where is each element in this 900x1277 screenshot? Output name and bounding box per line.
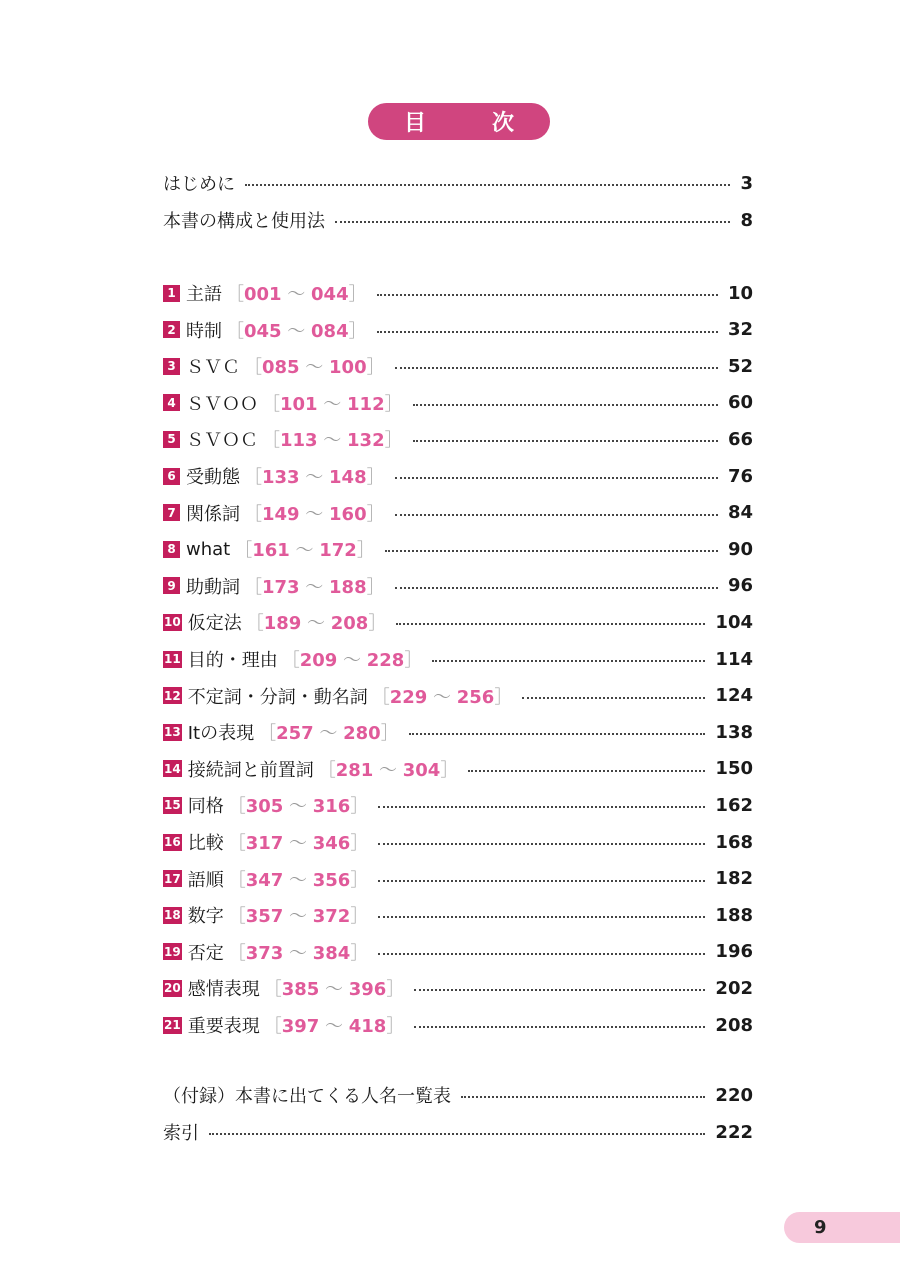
range-end: 228	[366, 650, 405, 671]
toc-entry-page: 60	[727, 392, 753, 414]
toc-entry-chapter[interactable]	[163, 790, 753, 820]
range-separator: ～	[319, 1016, 349, 1037]
range-separator: ～	[373, 759, 403, 781]
toc-entry-intro[interactable]	[163, 168, 753, 198]
range-open-bracket: ［	[227, 796, 246, 818]
chapter-title: 比較	[187, 833, 224, 854]
chapter-item-range	[228, 939, 369, 965]
toc-entry-page: 66	[727, 428, 753, 450]
range-end: 172	[319, 540, 357, 562]
toc-entry-label: （付録）本書に出てくる人名一覧表	[163, 1086, 451, 1107]
toc-entry-chapter[interactable]	[163, 461, 753, 491]
range-open-bracket: ［	[244, 576, 262, 598]
toc-entry-chapter[interactable]	[163, 973, 753, 1003]
dot-leader	[409, 733, 706, 735]
chapter-title: 仮定法	[187, 613, 242, 635]
range-end: 188	[329, 576, 367, 598]
dot-leader	[209, 1133, 705, 1135]
range-close-bracket: ］	[350, 796, 369, 818]
range-end: 356	[312, 869, 351, 891]
chapter-title: 助動詞	[186, 576, 240, 598]
range-close-bracket: ］	[440, 759, 459, 781]
toc-entry-page: 222	[715, 1121, 753, 1143]
toc-entry-chapter[interactable]	[163, 278, 753, 308]
range-close-bracket: ］	[368, 613, 387, 635]
toc-entry-page: 182	[715, 868, 753, 890]
toc-entry-page: 76	[727, 465, 753, 487]
range-separator: ～	[313, 723, 344, 745]
chapter-number-badge: 5	[163, 431, 180, 448]
chapter-title: 同格	[187, 796, 224, 818]
chapter-title: 感情表現	[187, 979, 260, 1001]
chapter-title: 受動態	[186, 467, 240, 488]
chapter-title: 目的・理由	[187, 650, 278, 671]
dot-leader	[461, 1096, 705, 1098]
dot-leader	[395, 587, 718, 589]
chapter-item-range	[282, 646, 423, 672]
range-separator: ～	[299, 503, 330, 525]
range-close-bracket: ］	[366, 503, 385, 525]
chapter-number-badge: 4	[163, 394, 180, 411]
range-start: 357	[245, 906, 284, 928]
range-end: 396	[348, 979, 387, 1001]
chapter-title: ＳＶＯＣ	[186, 430, 258, 452]
toc-entry-page: 96	[727, 575, 753, 597]
range-close-bracket: ］	[384, 393, 403, 415]
dot-leader	[378, 843, 705, 845]
page-number: 9	[784, 1212, 900, 1243]
range-separator: ～	[299, 576, 330, 598]
toc-entry-index[interactable]	[163, 1117, 753, 1147]
chapter-title: 接続詞と前置詞	[187, 759, 314, 781]
range-close-bracket: ］	[350, 833, 369, 854]
range-close-bracket: ］	[348, 284, 367, 305]
range-start: 385	[281, 979, 320, 1001]
chapter-item-range	[262, 390, 403, 416]
chapter-number-badge: 8	[163, 541, 180, 558]
range-start: 085	[262, 357, 300, 379]
range-end: 148	[329, 467, 367, 488]
chapter-number-badge: 21	[164, 1018, 181, 1032]
chapter-number-badge: 12	[164, 688, 181, 703]
chapter-title: 不定詞・分詞・動名詞	[187, 686, 368, 708]
chapter-title: 数字	[187, 906, 224, 928]
range-open-bracket: ［	[245, 613, 264, 635]
range-start: 397	[281, 1016, 320, 1037]
chapter-number-badge: 1	[163, 285, 180, 302]
range-open-bracket: ［	[227, 833, 246, 854]
toc-entry-page: 3	[740, 172, 753, 194]
toc-entry-chapter[interactable]	[163, 388, 753, 418]
range-separator: ～	[281, 284, 312, 305]
range-end: 384	[312, 942, 351, 964]
range-close-bracket: ］	[386, 979, 405, 1001]
toc-entry-page: 168	[715, 831, 753, 853]
range-separator: ～	[299, 357, 330, 379]
range-open-bracket: ［	[244, 357, 262, 379]
chapter-title: 重要表現	[187, 1016, 260, 1037]
range-open-bracket: ［	[263, 979, 282, 1001]
range-close-bracket: ］	[386, 1016, 405, 1037]
chapter-item-range	[228, 866, 369, 892]
range-start: 347	[245, 869, 284, 891]
range-open-bracket: ［	[226, 284, 244, 305]
range-start: 001	[244, 284, 282, 305]
toc-entry-page: 90	[727, 538, 753, 560]
chapter-item-range	[228, 902, 369, 928]
chapter-item-range	[226, 317, 367, 343]
chapter-item-range	[226, 280, 367, 306]
chapter-item-range	[264, 1012, 405, 1038]
range-close-bracket: ］	[366, 357, 385, 379]
toc-entry-chapter[interactable]	[163, 571, 753, 601]
toc-entry-page: 104	[715, 611, 753, 633]
chapter-item-range	[262, 426, 403, 452]
chapter-number-badge: 10	[164, 615, 181, 630]
chapter-title: 主語	[186, 284, 222, 305]
range-start: 317	[245, 833, 284, 854]
range-open-bracket: ［	[234, 540, 253, 562]
range-start: 281	[335, 759, 374, 781]
range-separator: ～	[281, 320, 312, 342]
chapter-item-range	[318, 756, 459, 782]
dot-leader	[414, 989, 705, 991]
range-end: 256	[456, 686, 495, 708]
toc-entry-appendix[interactable]	[163, 1080, 753, 1110]
range-start: 209	[299, 650, 338, 671]
range-end: 208	[330, 613, 369, 635]
chapter-title: ＳＶＯＯ	[186, 393, 258, 415]
range-close-bracket: ］	[366, 576, 385, 598]
toc-entry-chapter[interactable]	[163, 498, 753, 528]
chapter-number-badge: 6	[163, 468, 180, 485]
range-separator: ～	[299, 467, 330, 488]
dot-leader	[468, 770, 705, 772]
toc-entry-label: はじめに	[163, 174, 235, 195]
chapter-title: Itの表現	[187, 723, 255, 745]
dot-leader	[395, 477, 718, 479]
chapter-item-range	[234, 536, 375, 562]
range-close-bracket: ］	[380, 723, 399, 745]
range-open-bracket: ［	[263, 1016, 282, 1037]
range-separator: ～	[283, 906, 313, 928]
chapter-item-range	[244, 353, 385, 379]
toc-entry-page: 196	[715, 941, 753, 963]
toc-entry-page: 138	[715, 721, 753, 743]
toc-entry-page: 114	[715, 648, 753, 670]
dot-leader	[245, 184, 730, 186]
chapter-title: 否定	[187, 942, 224, 964]
chapter-number-badge: 7	[163, 504, 180, 521]
dot-leader	[432, 660, 705, 662]
dot-leader	[385, 550, 718, 552]
dot-leader	[413, 404, 718, 406]
range-open-bracket: ［	[317, 759, 336, 781]
toc-entry-chapter[interactable]	[163, 644, 753, 674]
range-start: 229	[389, 686, 428, 708]
chapter-title: ＳＶＣ	[186, 357, 240, 379]
toc-entry-page: 52	[727, 355, 753, 377]
toc-entry-chapter[interactable]	[163, 1010, 753, 1040]
toc-entry-page: 188	[715, 904, 753, 926]
range-end: 160	[329, 503, 367, 525]
range-separator: ～	[317, 430, 348, 452]
toc-entry-chapter[interactable]	[163, 937, 753, 967]
range-close-bracket: ］	[366, 467, 385, 488]
toc-entry-label: 索引	[163, 1123, 199, 1144]
range-end: 132	[347, 430, 385, 452]
range-separator: ～	[317, 393, 348, 415]
dot-leader	[413, 440, 718, 442]
toc-entry-chapter[interactable]	[163, 424, 753, 454]
toc-entry-page: 32	[727, 319, 753, 341]
range-separator: ～	[283, 869, 313, 891]
chapter-number-badge: 3	[163, 358, 180, 375]
range-open-bracket: ［	[371, 686, 390, 708]
chapter-item-range	[244, 463, 385, 489]
chapter-title: 時制	[186, 320, 222, 342]
toc-entry-chapter[interactable]	[163, 864, 753, 894]
range-end: 112	[347, 393, 385, 415]
dot-leader	[378, 806, 705, 808]
range-start: 101	[280, 393, 318, 415]
toc-entry-page: 84	[727, 502, 753, 524]
chapter-item-range	[244, 500, 385, 526]
toc-entry-chapter[interactable]	[163, 607, 753, 637]
toc-entry-chapter[interactable]	[163, 754, 753, 784]
range-start: 257	[276, 723, 314, 745]
range-end: 044	[311, 284, 349, 305]
dot-leader	[522, 697, 705, 699]
range-close-bracket: ］	[404, 650, 423, 671]
range-separator: ～	[283, 942, 313, 964]
range-end: 280	[343, 723, 381, 745]
chapter-number-badge: 16	[164, 835, 181, 849]
range-separator: ～	[283, 833, 313, 854]
range-separator: ～	[301, 613, 331, 635]
toc-entry-structure[interactable]	[163, 205, 753, 235]
toc-entry-page: 8	[740, 209, 753, 231]
dot-leader	[335, 221, 730, 223]
toc-entry-chapter[interactable]	[163, 900, 753, 930]
chapter-number-badge: 13	[164, 725, 181, 740]
dot-leader	[377, 294, 718, 296]
range-close-bracket: ］	[384, 430, 403, 452]
range-open-bracket: ［	[258, 723, 277, 745]
dot-leader	[378, 916, 705, 918]
range-end: 372	[312, 906, 351, 928]
dot-leader	[396, 623, 705, 625]
toc-entry-page: 124	[715, 685, 753, 707]
chapter-number-badge: 14	[164, 761, 181, 776]
toc-entry-label: 本書の構成と使用法	[163, 211, 325, 232]
chapter-number-badge: 9	[163, 577, 180, 594]
range-open-bracket: ［	[226, 320, 244, 342]
range-open-bracket: ［	[244, 467, 262, 488]
range-start: 149	[262, 503, 300, 525]
range-close-bracket: ］	[356, 540, 375, 562]
toc-entry-page: 150	[715, 758, 753, 780]
chapter-number-badge: 18	[164, 908, 181, 923]
range-end: 346	[312, 833, 351, 854]
toc-entry-chapter[interactable]	[163, 534, 753, 564]
toc-title: 目 次	[368, 103, 550, 140]
chapter-number-badge: 20	[164, 981, 181, 996]
range-separator: ～	[319, 979, 349, 1001]
range-end: 084	[311, 320, 349, 342]
range-separator: ～	[289, 540, 320, 562]
range-open-bracket: ［	[262, 393, 280, 415]
chapter-number-badge: 17	[164, 871, 181, 886]
range-open-bracket: ［	[227, 942, 246, 964]
chapter-item-range	[246, 609, 387, 635]
toc-entry-chapter[interactable]	[163, 717, 753, 747]
chapter-item-range	[264, 975, 405, 1001]
range-start: 161	[252, 540, 290, 562]
toc-entry-chapter[interactable]	[163, 315, 753, 345]
range-close-bracket: ］	[350, 942, 369, 964]
dot-leader	[414, 1026, 705, 1028]
chapter-number-badge: 15	[164, 798, 181, 813]
range-start: 373	[245, 942, 284, 964]
chapter-number-badge: 11	[164, 652, 181, 666]
chapter-item-range	[244, 573, 385, 599]
range-end: 100	[329, 357, 367, 379]
chapter-item-range	[258, 719, 399, 745]
chapter-item-range	[228, 792, 369, 818]
dot-leader	[378, 953, 705, 955]
toc-entry-page: 162	[715, 794, 753, 816]
toc-entry-page: 202	[715, 977, 753, 999]
range-close-bracket: ］	[348, 320, 367, 342]
range-close-bracket: ］	[350, 869, 369, 891]
chapter-number-badge: 19	[164, 944, 181, 959]
toc-entry-page: 220	[715, 1084, 753, 1106]
dot-leader	[395, 367, 718, 369]
chapter-title: 語順	[187, 869, 224, 891]
chapter-item-range	[228, 829, 369, 855]
range-end: 316	[312, 796, 351, 818]
range-end: 418	[348, 1016, 387, 1037]
toc-entry-chapter[interactable]	[163, 681, 753, 711]
chapter-item-range	[372, 683, 513, 709]
toc-entry-page: 208	[715, 1014, 753, 1036]
range-start: 305	[245, 796, 284, 818]
toc-entry-page: 10	[727, 282, 753, 304]
chapter-title: 関係詞	[186, 503, 240, 525]
range-start: 045	[244, 320, 282, 342]
range-close-bracket: ］	[350, 906, 369, 928]
range-separator: ～	[337, 650, 367, 671]
range-start: 113	[280, 430, 318, 452]
range-open-bracket: ［	[262, 430, 280, 452]
range-open-bracket: ［	[281, 650, 300, 671]
chapter-title: what	[186, 538, 231, 560]
range-open-bracket: ［	[227, 906, 246, 928]
chapter-number-badge: 2	[163, 321, 180, 338]
range-end: 304	[402, 759, 441, 781]
dot-leader	[395, 514, 718, 516]
range-separator: ～	[283, 796, 313, 818]
dot-leader	[378, 880, 705, 882]
range-start: 173	[262, 576, 300, 598]
range-open-bracket: ［	[244, 503, 262, 525]
range-close-bracket: ］	[494, 686, 513, 708]
toc-entry-chapter[interactable]	[163, 827, 753, 857]
range-start: 133	[262, 467, 300, 488]
range-separator: ～	[427, 686, 457, 708]
toc-entry-chapter[interactable]	[163, 351, 753, 381]
range-open-bracket: ［	[227, 869, 246, 891]
range-start: 189	[263, 613, 302, 635]
dot-leader	[377, 331, 718, 333]
